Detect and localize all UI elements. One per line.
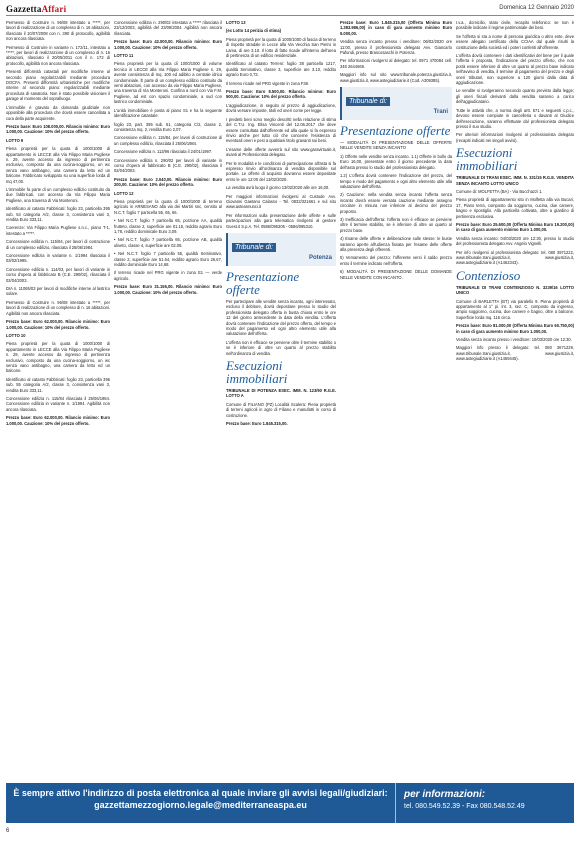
listing-paragraph: Concessione edilizia n. 115/84, per lavori di costruzione di un complesso edilizio, rilasciata il 25/06/1984. [114,135,222,146]
column-1 [6,20,110,776]
listing-paragraph: Identificato al catasto Terreni: foglio 38 particella 1217, qualità Seminativo, classe 3, superficie are 3.10, reddito agrario Euro 0,72. [226,61,336,78]
listing-heading: Prezzo base: Euro 62.000,00. Rilancio minimo: Euro 1.000,00. Cauzione: 10% del prezzo offerto. [6,319,110,330]
listing-paragraph: Comune di BARLETTA (BT) via paralello 9. Piena proprietà di appartamento al 1° pi. int. 3, sez. C, composto da ingresso, ampio soggiorno, cucina, due camere e bagno, oltre a balcone. Superficie lorda mq. 116 circa. [456,298,574,320]
listing-paragraph: L'esame delle offerte avverrà sul sito www.garavirtuale.it, avanti al Professionista delegato. [226,146,336,158]
tribunal-label: Tribunale di: [346,97,390,106]
listing-paragraph: L'immobile fa parte di un complesso edilizio costituito da due fabbricati, con accesso da Via Filippo Maria Pugliese, una traversa di Via Monteroni. [6,186,110,203]
issue-date: Domenica 12 Gennaio 2020 [499,5,574,11]
listing-paragraph: 1.2) L'offerta dovrà contenere l'indicazione del prezzo, del tempo e modo del pagamento e ogni altro elemento utile alla valutazione dell'offerta. [340,173,452,189]
listing-paragraph: I predetti beni sono meglio descritti nella relazione di stima del C.T.U. Ing. Elisa Vincenti del 12.06.2017 che deve essere consultata dall'offerente ed alla quale si fa espresso rinvio anche per tutto ciò che concerne l'esistenza di eventuali oneri e pesi a qualsiasi titolo gravanti sui beni. [226,116,336,144]
listing-paragraph: Coerenze: Via Filippo Maria Pugliese s.n.c., piano T-1, intestato a *****. [6,225,110,236]
listing-paragraph: Presenti difformità catastali per modifiche interne al secondo piano regolarizzabili mediante procedura DOCFA. Presenti difformità urbanistiche per modifiche interne al secondo piano: regolarizzabili mediante procedura di sanatoria. Non è stato possibile visionare il garage al momento del sopralluogo. [6,69,110,102]
listing-paragraph: Concessione edilizia n. 114/03, per lavori di variante in corso d'opera al fabbricato B (C.E. 290/02), rilasciata il 02/04/2003. [6,266,110,283]
listing-paragraph: 6) MODALITÀ DI PRESENTAZIONE DELLE DOMANDE NELLE VENDITE CON INCANTO. [340,269,452,280]
listing-paragraph: Piena proprietà per la quota di 1000/1000 di appartamento in LECCE alla Via Filippo Maria Pugliese n. 29, avente accesso da ingresso di pertinenza esclusivo, composto da una cucina-soggiorno, un wc senza vano antibagno, una camera da letto ed un balcone. [6,341,110,374]
listing-paragraph: Piena proprietà per la quota di 1000/1000 di terreno agricolo in ARNESANO alla via dei Martiri snc, censito al N.C.T. foglio 7 particella 55, 65, 66. [114,198,222,215]
listing-heading: LOTTO 13 [226,20,246,25]
tribunal-label: Tribunale di: [232,243,276,252]
listing-paragraph: Identificato al catasto Fabbricati: foglio 23, particella 395 sub. 55 categoria A/2, classe 3, consistenza vani 3, rendita Euro 333,11. [6,376,110,393]
listing-paragraph: L'offerta non è efficace se perviene oltre il termine stabilito o se è inferiore di oltre un quarto al prezzo stabilito nell'ordinanza di vendita. [226,339,336,356]
listing-heading: Prezzo base: Euro 2.040,00. Rilancio minimo: Euro 200,00. Cauzione: 10% del prezzo offerto. [114,176,222,188]
listing-paragraph: Per le modalità e le condizioni di partecipazione all'asta si fa espresso rinvio all'ordinanza di vendita disponibile sul portale. Le offerte di acquisto dovranno essere depositate entro le ore 12:00 del 13/02/2020. [226,160,336,182]
info-box [396,783,574,823]
listing-paragraph: 5) Versamento del prezzo: l'offerente versi il saldo prezzo entro il termine indicato nell'offerta. [340,255,452,266]
listing-paragraph: L'aggiudicazione, in seguito al prezzo di aggiudicazione, dovrà versare imposte, titoli ed oneri come per legge. [226,102,336,114]
listing-heading: Prezzo base: Euro 108.000,00. Rilancio minimo: Euro 1.000,00. Cauzione: 10% del prezzo offerto. [6,123,110,135]
info-title: per informazioni: [404,789,486,800]
listing-paragraph: Permesso di Costruire in variante n. 172/11, intestato a *****, per lavori di realizzazione di un complesso di n. 16 abitazioni, rilasciato il 20/05/2011 con il n. 172 di protocollo, agibilità non ancora rilasciata. [6,44,110,66]
listing-heading: LOTTO 11 [114,53,134,59]
listing-paragraph: Vendita senza incanto: 04/03/2020 ore 12:30, presso lo studio del professionista delegato Avv. Angelo Vignelli. [456,235,574,247]
page-number: 6 [6,828,10,834]
tribunal-box-trani [340,87,452,120]
column-3 [226,20,336,776]
listing-paragraph: Comune di FILIANO (PZ) Località Scalera: Piena proprietà di terreni agricoli in agro di Filiano e manufatti in corso di costruzione. [226,401,336,418]
listing-paragraph: Piena proprietà per la quota di 1000/1000 di appartamento in LECCE alla Via Filippo Maria Pugliese n. 29, avente accesso da ingresso di pertinenza esclusivo, composto da una cucina-soggiorno, un wc senza vano antibagno, una camera da letto ed un balcone. Fabbricato sviluppato su una superficie lorda di mq 47,00. [6,146,110,184]
listing-heading: LOTTO 10 [6,332,26,338]
listing-paragraph: Vendita senza incanto presso i venditore: 10/03/2020 ore 12:30. [456,337,572,343]
listing-heading: LOTTO 9 [6,137,24,143]
tribunal-city: Trani [433,109,448,116]
listing-heading: Prezzo base: Euro 25.600,00 (Offerta Minima Euro 19.200,00) in caso di gara aumento minimo Euro 1.000,00. [456,221,574,233]
listing-heading: Prezzo base: Euro 31.155,00. Rilancio minimo: Euro 1.000,00. Cauzione: 10% del prezzo offerto. [114,284,222,295]
listing-paragraph: • Nel N.C.T. foglio 7 particella 66, porzione AB, qualità uliveto, classe 4, superficie are 02.08. [114,237,222,248]
listing-paragraph: — MODALITÀ DI PRESENTAZIONE DELLE OFFERTE NELLE VENDITE SENZA INCANTO [340,140,452,151]
column-5 [456,20,574,776]
listing-heading: TRIBUNALE DI TRANI CONTENZIOSO N. 3239/16 LOTTO UNICO [456,284,574,296]
listing-heading: Prezzo base: Euro 8.500,00. Rilancio minimo: Euro 500,00. Cauzione: 10% del prezzo offerto. [226,89,336,100]
logo-part1: Gazzetta [6,4,42,14]
listing-paragraph: Permesso di Costruire n. 96/08 intestato a *****, per lavori di realizzazione di un complesso di n. 16 abitazioni, rilasciato il 10/07/2008 con n. 390 di protocollo, agibilità non ancora rilasciata. [6,20,110,42]
listing-heading: Prezzo base: Euro 42.000,00. Rilancio minimo: Euro 1.000,00. Cauzione: 10% del prezzo offerto. [114,39,222,50]
listing-paragraph: Il terreno ricade nel PRG vigente in zona E1 — verde agricolo. [114,270,222,281]
listing-paragraph: Per ulteriori informazioni rivolgersi al professionista delegato (recapiti indicati nei singoli avvisi). [456,132,574,143]
listing-paragraph: Tutte le attività che, a norma degli artt. 571 e seguenti c.p.c., devono essere compiute in cancelleria o davanti al Giudice dell'esecuzione, saranno effettuate dal professionista delegato presso il suo studio. [456,107,574,129]
listing-paragraph: Comune di: MOLFETTA (BA) - Via Bucchazzi 1. [456,188,543,194]
listing-heading: Prezzo base: Euro 62.000,00. Rilancio minimo: Euro 1.000,00. Cauzione: 10% del prezzo offerto. [6,415,110,426]
listing-paragraph: Maggiori info sul sito www.tribunale.potenza.giustizia.it, www.giustizia.it, www.astegiudiziarie.it (Cod. A309385). [340,72,452,83]
page-header [6,4,574,16]
listing-paragraph: Concessione edilizia n. 113/96 rilasciata il 24/01/1997. [114,149,213,155]
listing-paragraph: L'offerta dovrà contenere i dati identificativi del bene per il quale l'offerta è proposta, l'indicazione del prezzo offerto, che non potrà essere inferiore di oltre un quarto al prezzo base indicato nell'avviso di vendita, il termine di pagamento del prezzo e degli oneri tributari, non superiore a 120 giorni dalla data di aggiudicazione. [456,53,574,86]
listing-paragraph: Per informazioni rivolgersi al delegato: tel. 0971 470084 cell. 348 2644669. [340,58,452,69]
listing-paragraph: I.v.a., domicilio, stato civile, recapito telefonico: se non è possibile indicare il regime patrimoniale dei beni. [456,20,574,31]
listing-paragraph: 1) Offerte nelle vendite senza incanto. 1.1) Offerte in bollo da Euro 16,00, presentate entro il giorno precedente la data dell'asta presso lo studio del professionista delegato. [340,153,452,170]
listing-paragraph: • Nel N.C.T. foglio 7 particella 65, porzione AA, qualità frutteto, classe 2, superficie are 01.15, reddito agrario Euro 1,78, reddito dominicale Euro 3,09. [114,218,222,234]
tribunal-city: Potenza [308,255,332,261]
listing-heading: Prezzo base: Euro 1.845.315,00 (Offerta Minima Euro 1.383.986,00) in caso di gara aumento minimo Euro 5.000,00. [340,20,452,36]
listing-paragraph: Per informazioni sulla presentazione delle offerte e sulle partecipazioni alla gara telematica rivolgersi al gestore Guest.it S.p.A. Tel. 0586/095305 - 0586/095310. [226,212,336,229]
listing-paragraph: Identificato al catasto Fabbricati: foglio 23, particella 395 sub. 54 categoria A/2, classe 3, consistenza vani 3, rendita Euro 333,11. [6,206,110,222]
email-notice-text: È sempre attivo l'indirizzo di posta elettronica al quale inviare gli avvisi legali/giudiziari: [13,788,388,798]
listing-paragraph: Maggiori info presso il delegato: tel. 080 3671229, www.tribunale.trani.giustizia.it, www.giustizia.it, www.astegiudiziarie.it (A1469445). [456,345,574,362]
listing-paragraph: Per info rivolgersi al professionista delegato: tel. 080 3971222, www.tribunale.trani.giustizia.it, www.giustizia.it, www.astegiudiziarie.it (A1462343). [456,249,574,266]
listing-paragraph: La vendita avrà luogo il giorno 13/02/2020 alle ore 16,00. [226,185,330,191]
listing-paragraph: Concessione edilizia in variante n. 1/1994 rilasciata il 03/02/1995. [6,253,110,264]
logo-part2: Affari [41,4,67,14]
tribunal-box-potenza [226,233,336,266]
newspaper-logo [6,4,66,14]
listing-paragraph: Vendita senza incanto presso i venditore: 06/02/2020 ore 11:00, presso il professionista delegato Avv. Giancarlo Pafundi, presso Brascosaschi in Potenza. [340,39,452,56]
listing-paragraph: Piena proprietà per la quota di 1000/1000 di volume tecnico in LECCE alla Via Filippo Maria Pugliese n. 29, avente consistenza di mq. 100 ed adibito a centrale idrica condominiale. È parte di un complesso edilizio costituito da venti abitazioni, con accesso da via Filippo Maria Pugliese, una traversa di Via Monteroni. Confina a nord con Via F.M. Pugliese, ad est con spazio condominiale, a sud con lastrico condominiale. [114,61,222,105]
listing-heading: TRIBUNALE DI TRANI ESEC. IMM. N. 331/15 R.G.E. VENDITA SENZA INCANTO LOTTO UNICO [456,175,574,186]
listing-heading: (ex Lotto 14 perizia di stima) [226,28,282,34]
listing-paragraph: Permesso di Costruire n. 96/08 intestato a *****, per lavori di realizzazione di un complesso di n. 16 abitazioni. Agibilità non ancora rilasciata. [6,299,110,316]
listing-paragraph: Concessione edilizia n. 115/84, per lavori di costruzione di un complesso edilizio, rilasciata il 25/06/1984. [6,239,110,250]
column-4 [340,20,452,776]
listing-heading: TRIBUNALE DI POTENZA ESEC. IMM. N. 123/90 R.G.E. LOTTO A [226,388,336,399]
section-title-presentazione: Presentazione offerte [340,123,451,139]
section-title-presentazione: Presentazione offerte [226,269,300,297]
listing-heading: Prezzo base: Euro 81.000,00 (Offerta Minima Euro 60.750,00) in caso di gara aumento minimo Euro 1.000,00. [456,323,574,334]
listing-paragraph: L'immobile è gravato da domanda giudiziale non opponibile alla procedura che dovrà essere cancellata a cura della parte acquirente. [6,104,110,121]
section-title-esecuzioni: Esecuzioni immobiliari [226,358,288,387]
contact-banner [6,783,574,823]
listing-paragraph: Il terreno ricade nel PRG vigente in zona F38. [226,80,310,86]
listing-paragraph: Concessione edilizia n. 290/02 intestata a ***** rilasciata il 23/12/2003, agibilità del 23/09/2004. Agibilità non ancora rilasciata. [114,20,222,36]
listing-paragraph: Per partecipare alle vendite senza incanto, ogni interessato, escluso il debitore, dovrà depositare presso lo studio del professionista delegato offerta in busta chiusa entro le ore 12 del giorno antecedente la data della vendita. L'offerta dovrà contenere l'indicazione del prezzo offerto, del tempo e modo del pagamento ed ogni altro elemento utile alla valutazione dell'offerta. [226,299,336,337]
listing-paragraph: Le vendite si svolgeranno secondo quanto previsto dalla legge; gli oneri fiscali derivanti dalla vendita saranno a carico dell'aggiudicatario. [456,88,574,105]
email-address-link[interactable]: gazzettamezzogiorno.legale@mediterraneaspa.eu [94,800,307,810]
listing-paragraph: 4) Esame delle offerte e deliberazione sulle stesse: le buste saranno aperte all'udienza fissata per l'esame delle offerte alla presenza degli offerenti. [340,236,452,252]
column-2 [114,20,222,776]
section-title-esecuzioni: Esecuzioni immobiliari [456,145,518,174]
listing-paragraph: Concessione edilizia n. 115/84 rilasciata il 25/06/1984. Concessione edilizia in variante n. 1/1994. Agibilità non ancora rilasciata. [6,395,110,412]
listing-paragraph: • Nel N.C.T. foglio 7 particella 55, qualità Seminativo, classe 2, superficie are 51.64, reddito agrario Euro 26,67, reddito dominicale Euro 14,68. [114,251,222,268]
listing-paragraph: Concessione edilizia n. 290/02 per lavori di variante in corso d'opera al fabbricato B (C.E. 290/02), rilasciata il 02/04/2003. [114,157,222,174]
listing-paragraph: Se l'offerta si sta a nome di persona giuridica o altro ente, deve essere allegato certificato della CCIAA dal quale risulti la costituzione della società ed i poteri conferiti all'offerente. [456,33,574,50]
listing-paragraph: Piena proprietà per la quota di 1000/1000 di fascia di terreno di rispetto stradale in Lecce alla Via Vecchia San Pietro in Lama, di are 3.10. Il lotto di fatto ricade all'interno dell'area di pertinenza di un edificio residenziale. [226,36,336,59]
email-notice [6,783,396,823]
listing-paragraph: foglio 23, part. 395 sub. 51, categoria C/2, classe 2, consistenza mq. 2, rendita Euro 2,07. [114,121,222,132]
listing-paragraph: 2) Cauzione: nella vendita senza incanto l'offerta senza incanto dovrà essere versata cauzione mediante assegno circolare in misura non inferiore al decimo del prezzo proposto. [340,192,452,214]
listing-paragraph: L'unità immobiliare è posta al piano S1 e ha la seguente identificazione catastale: [114,107,222,119]
listing-paragraph: 3) Inefficacia dell'offerta: l'offerta non è efficace se perviene oltre il termine stabilito, se è inferiore di oltre un quarto al prezzo base. [340,216,452,233]
listing-paragraph: Piena proprietà di appartamento sito in Molfetta alla via Bucari, 17, Piano terra, composto da soggiorno, cucina, due camere, bagno e ripostiglio. Alla particella coltivata, oltre a giardino di pertinenza esclusiva. [456,197,574,219]
info-phone: tel. 080.549.52.39 - Fax 080.548.52.49 [404,803,525,810]
listing-heading: LOTTO 12 [114,190,134,196]
listing-paragraph: Per maggiori informazioni rivolgersi al Custode Avv. Giovanni Gaetano Calasso - Tel. 0832/321661 e sul sito www.asteannunci.it [226,193,336,210]
listing-paragraph: DIA n. 11065/03 per lavori di modifiche interne al lastrico solare. [6,286,110,297]
listing-heading: Prezzo base: Euro 1.845.315,00. [226,421,288,427]
section-title-contenzioso: Contenzioso [456,267,521,283]
